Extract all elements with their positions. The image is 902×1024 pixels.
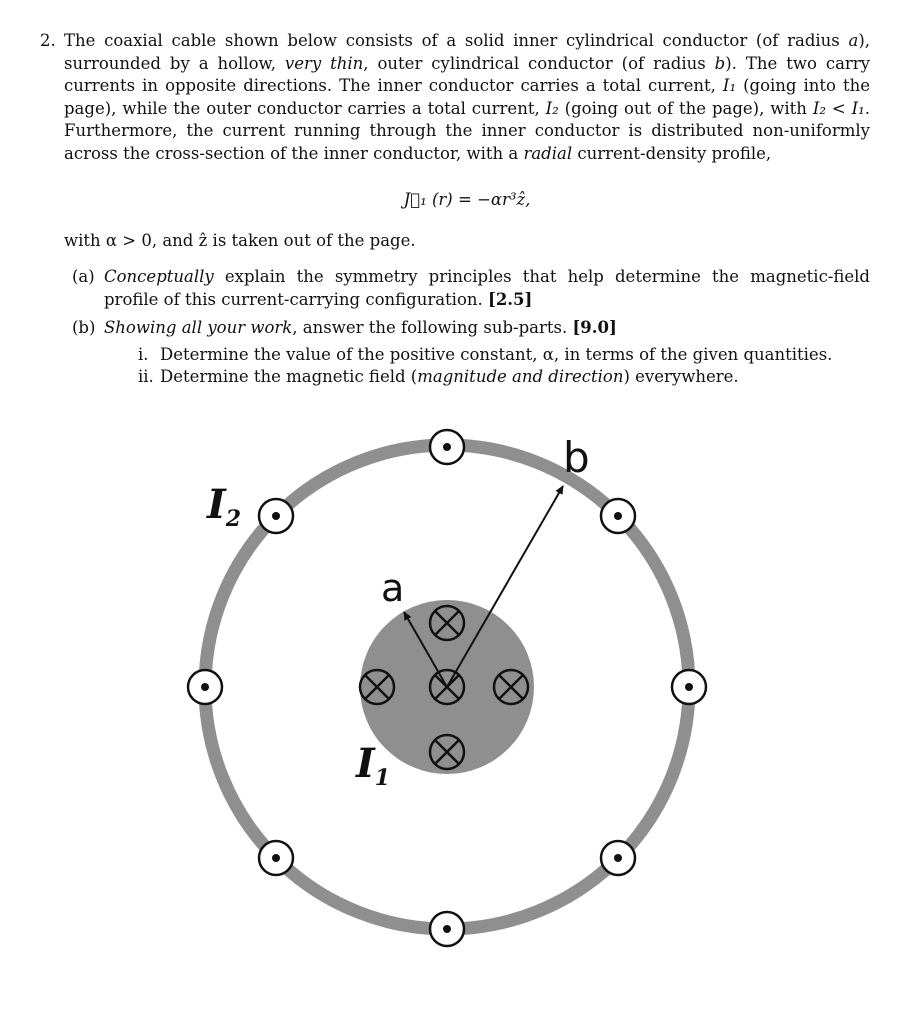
part-b-label: (b) <box>72 318 96 337</box>
subpart-i-label: i. <box>138 344 149 364</box>
subpart-ii-text: Determine the magnetic field ( <box>160 367 418 386</box>
intro-text: current-density profile, <box>572 143 772 163</box>
dot-out-of-page-icon <box>430 430 464 464</box>
dot-out-of-page-icon <box>259 841 293 875</box>
part-a-emphasis: Conceptually <box>104 267 214 286</box>
dot-out-of-page-icon <box>601 841 635 875</box>
var-b: b <box>714 53 726 73</box>
dot-out-of-page-icon <box>188 670 222 704</box>
intro-text: (going out of the page), with <box>558 98 813 118</box>
current-density-equation: J⃗₁ (r) = −αr³ẑ, <box>403 190 531 209</box>
var-I1: I₁ <box>722 76 737 95</box>
intro-text: , outer cylindrical conductor (of radius <box>363 53 715 73</box>
subpart-ii-emphasis: magnitude and direction <box>417 367 624 386</box>
label-a: a <box>381 566 405 610</box>
dot-out-of-page-icon <box>430 912 464 946</box>
intro-text: (going into the page), while the outer conductor carries a total current, <box>64 76 870 118</box>
dot-out-of-page-icon <box>259 499 293 533</box>
intro-text: . Furthermore, the current running through the inner conductor is distributed non-uniformly across the cross-section of the inner conductor, with a <box>64 98 870 163</box>
part-a-text: explain the symmetry principles that help determine the magnetic-field profile of this current-carrying configuration. <box>104 267 870 309</box>
inequality: I₂ < I₁ <box>812 98 865 118</box>
part-a-label: (a) <box>72 267 95 286</box>
intro-text: ). The two carry currents in opposite directions. The inner conductor carries a total current, <box>64 53 870 95</box>
var-I2: I₂ <box>545 98 559 118</box>
problem-number: 2. <box>40 31 56 50</box>
label-I2: $I_2$ <box>207 481 242 532</box>
subpart-ii-label: ii. <box>138 367 154 386</box>
subpart-i-text: Determine the value of the positive constant, α, in terms of the given quantities. <box>160 344 833 364</box>
part-b-emphasis: Showing all your work <box>104 318 293 337</box>
dot-out-of-page-icon <box>672 670 706 704</box>
emphasis-very-thin: very thin <box>284 53 364 73</box>
intro-text: ), surrounded by a hollow, <box>64 31 870 73</box>
intro-text: The coaxial cable shown below consists of a solid inner cylindrical conductor (of radius <box>64 31 849 50</box>
subpart-ii-text: ) everywhere. <box>623 367 739 386</box>
emphasis-radial: radial <box>523 143 573 163</box>
part-b-points: [9.0] <box>572 318 617 337</box>
alpha-condition: with α > 0, and ẑ is taken out of the page. <box>64 230 416 250</box>
dot-out-of-page-icon <box>601 499 635 533</box>
part-a-points: [2.5] <box>488 289 533 309</box>
label-I1: $I_1$ <box>356 740 391 791</box>
label-b: b <box>563 433 590 482</box>
part-b-text: , answer the following sub-parts. <box>292 318 573 337</box>
var-a: a <box>848 31 859 50</box>
